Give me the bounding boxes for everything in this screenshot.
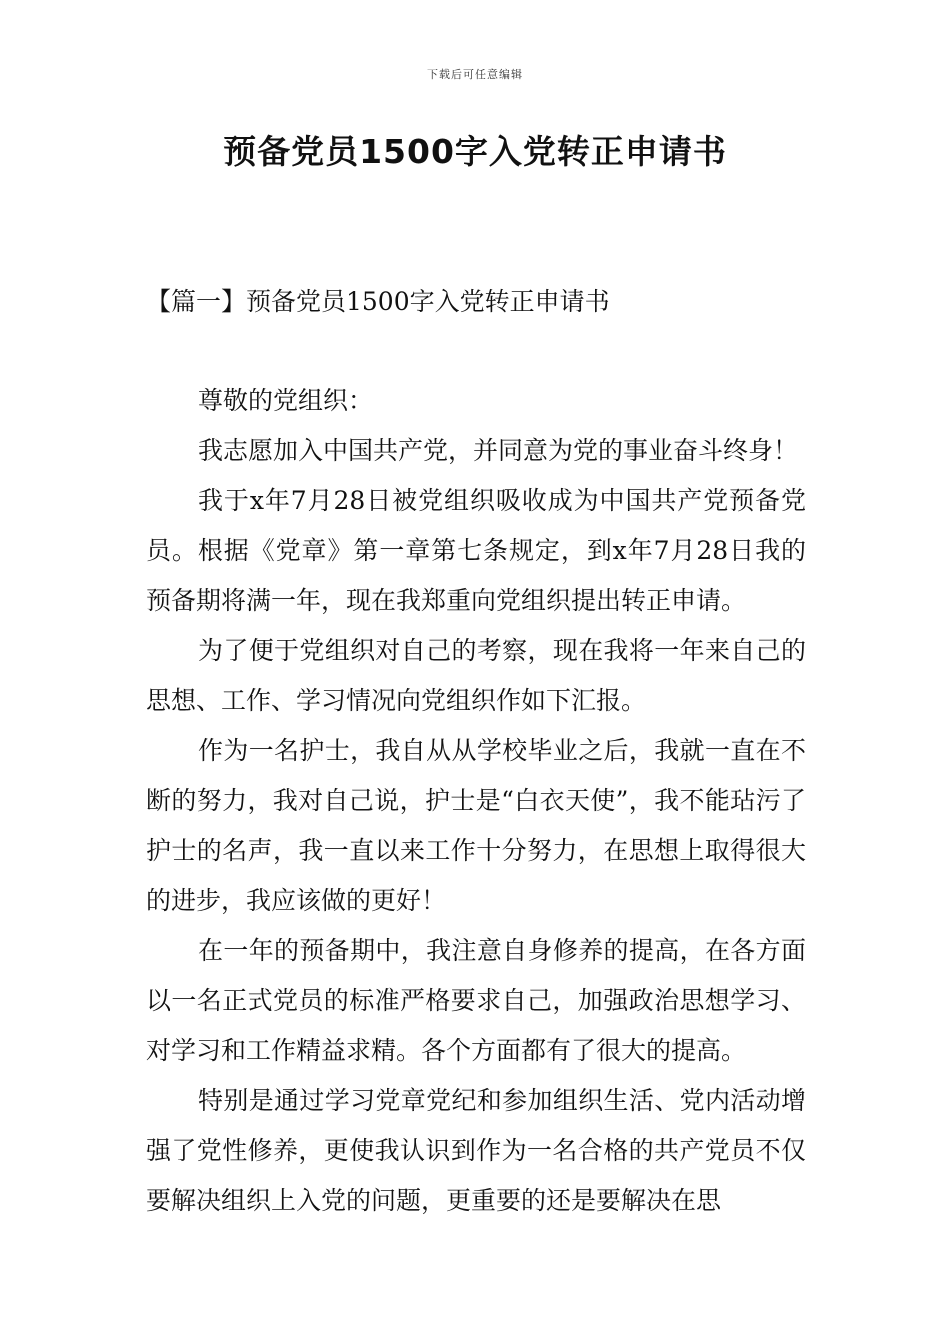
header-note: 下载后可任意编辑 (427, 68, 523, 81)
paragraph: 我志愿加入中国共产党，并同意为党的事业奋斗终身！ (198, 436, 799, 465)
document-title: 预备党员1500字入党转正申请书 (223, 132, 727, 171)
paragraph: 我于x年7月28日被党组织吸收成为中国共产党预备党员。根据《党章》第一章第七条规定，到x年7月28日我的预备期将满一年，现在我郑重向党组织提出转正申请。 (146, 486, 806, 615)
salutation: 尊敬的党组织： (198, 386, 374, 415)
paragraph: 为了便于党组织对自己的考察，现在我将一年来自己的思想、工作、学习情况向党组织作如下汇报。 (146, 636, 806, 715)
paragraph: 作为一名护士，我自从从学校毕业之后，我就一直在不断的努力，我对自己说，护士是“白衣天使”，我不能玷污了护士的名声，我一直以来工作十分努力，在思想上取得很大的进步，我应该做的更好！ (146, 736, 806, 915)
section-heading: 【篇一】预备党员1500字入党转正申请书 (146, 287, 610, 316)
paragraph: 在一年的预备期中，我注意自身修养的提高，在各方面以一名正式党员的标准严格要求自己，加强政治思想学习、对学习和工作精益求精。各个方面都有了很大的提高。 (146, 936, 806, 1065)
body-text (146, 376, 806, 1226)
paragraph: 特别是通过学习党章党纪和参加组织生活、党内活动增强了党性修养，更使我认识到作为一名合格的共产党员不仅要解决组织上入党的问题，更重要的还是要解决在思 (146, 1086, 806, 1215)
